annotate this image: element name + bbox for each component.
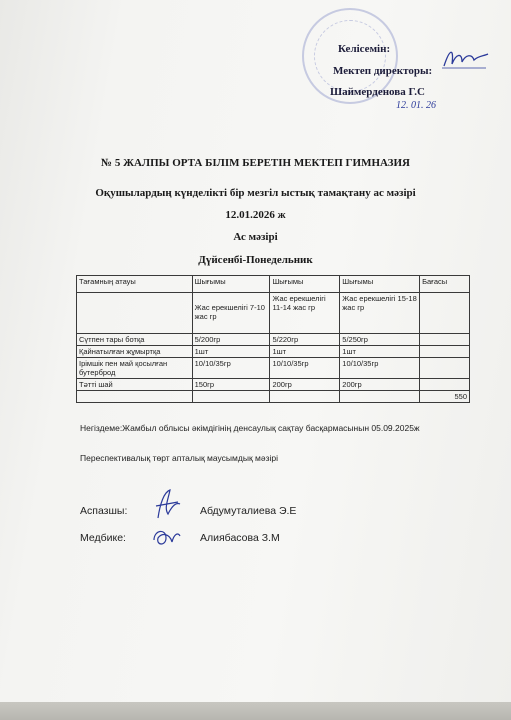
approval-name: Шаймерденова Г.С: [330, 86, 425, 98]
table-price-row: [77, 391, 470, 403]
table-cell: 150гр: [192, 379, 270, 391]
table-cell: Жас ерекшелігі 11-14 жас гр: [270, 293, 340, 334]
table-row: [77, 358, 470, 379]
table-cell: [420, 346, 470, 358]
menu-day: Дүйсенбі-Понедельник: [198, 254, 313, 266]
table-cell: 10/10/35гр: [340, 358, 420, 379]
table-cell: [420, 293, 470, 334]
table-header-row: [77, 276, 470, 293]
approval-heading: Келісемін:: [338, 43, 391, 55]
table-cell: [420, 334, 470, 346]
menu-subtitle: Оқушылардың күнделікті бір мезгіл ыстық тамақтану ас мәзірі: [95, 187, 416, 199]
table-cell: 10/10/35гр: [270, 358, 340, 379]
table-cell: 5/220гр: [270, 334, 340, 346]
table-cell: 200гр: [270, 379, 340, 391]
table-cell: [77, 293, 193, 334]
table-cell: 10/10/35гр: [192, 358, 270, 379]
basis-note: Негіздеме:Жамбыл облысы әкімдігінің денсаулық сақтау басқармасынын 05.09.2025ж: [80, 423, 420, 433]
table-surface: [0, 702, 511, 720]
approval-position: Мектеп директоры:: [333, 65, 433, 77]
table-cell: 1шт: [270, 346, 340, 358]
cook-label: Аспазшы:: [80, 505, 128, 517]
table-header-cell: Тағамның атауы: [77, 276, 193, 293]
director-signature-icon: [440, 44, 492, 74]
table-cell: Жас ерекшелігі 15-18 жас гр: [340, 293, 420, 334]
table-cell: [77, 391, 193, 403]
price-cell: 550: [420, 391, 470, 403]
table-cell: Тәтті шай: [77, 379, 193, 391]
table-cell: Ірімшік пен май қосылған бутерброд: [77, 358, 193, 379]
table-cell: 1шт: [340, 346, 420, 358]
table-cell: 1шт: [192, 346, 270, 358]
approval-date-handwritten: 12. 01. 26: [396, 100, 436, 111]
table-cell: 5/250гр: [340, 334, 420, 346]
table-cell: [270, 391, 340, 403]
table-cell: Жас ерекшелігі 7-10 жас гр: [192, 293, 270, 334]
menu-label: Ас мәзірі: [233, 231, 278, 243]
table-row: [77, 334, 470, 346]
table-cell: [420, 358, 470, 379]
cook-name: Абдумуталиева Э.Е: [200, 505, 297, 517]
nurse-label: Медбике:: [80, 532, 126, 544]
table-cell: Сүтпен тары ботқа: [77, 334, 193, 346]
menu-date: 12.01.2026 ж: [225, 209, 286, 221]
table-cell: 5/200гр: [192, 334, 270, 346]
table-header-cell: Шығымы: [340, 276, 420, 293]
nurse-name: Алиябасова З.М: [200, 532, 280, 544]
table-age-row: [77, 293, 470, 334]
school-title: № 5 ЖАЛПЫ ОРТА БІЛІМ БЕРЕТІН МЕКТЕП ГИМНАЗИЯ: [101, 157, 410, 169]
table-header-cell: Шығымы: [192, 276, 270, 293]
table-cell: Қайнатылған жұмыртқа: [77, 346, 193, 358]
cook-signature-icon: [150, 486, 184, 522]
table-cell: 200гр: [340, 379, 420, 391]
table-header-cell: Шығымы: [270, 276, 340, 293]
menu-table: [76, 275, 470, 403]
perspective-note: Переспективалық төрт апталық маусымдық мәзірі: [80, 453, 278, 463]
table-row: [77, 379, 470, 391]
nurse-signature-icon: [148, 522, 184, 552]
table-cell: [420, 379, 470, 391]
table-header-cell: Бағасы: [420, 276, 470, 293]
table-row: [77, 346, 470, 358]
table-cell: [192, 391, 270, 403]
table-cell: [340, 391, 420, 403]
